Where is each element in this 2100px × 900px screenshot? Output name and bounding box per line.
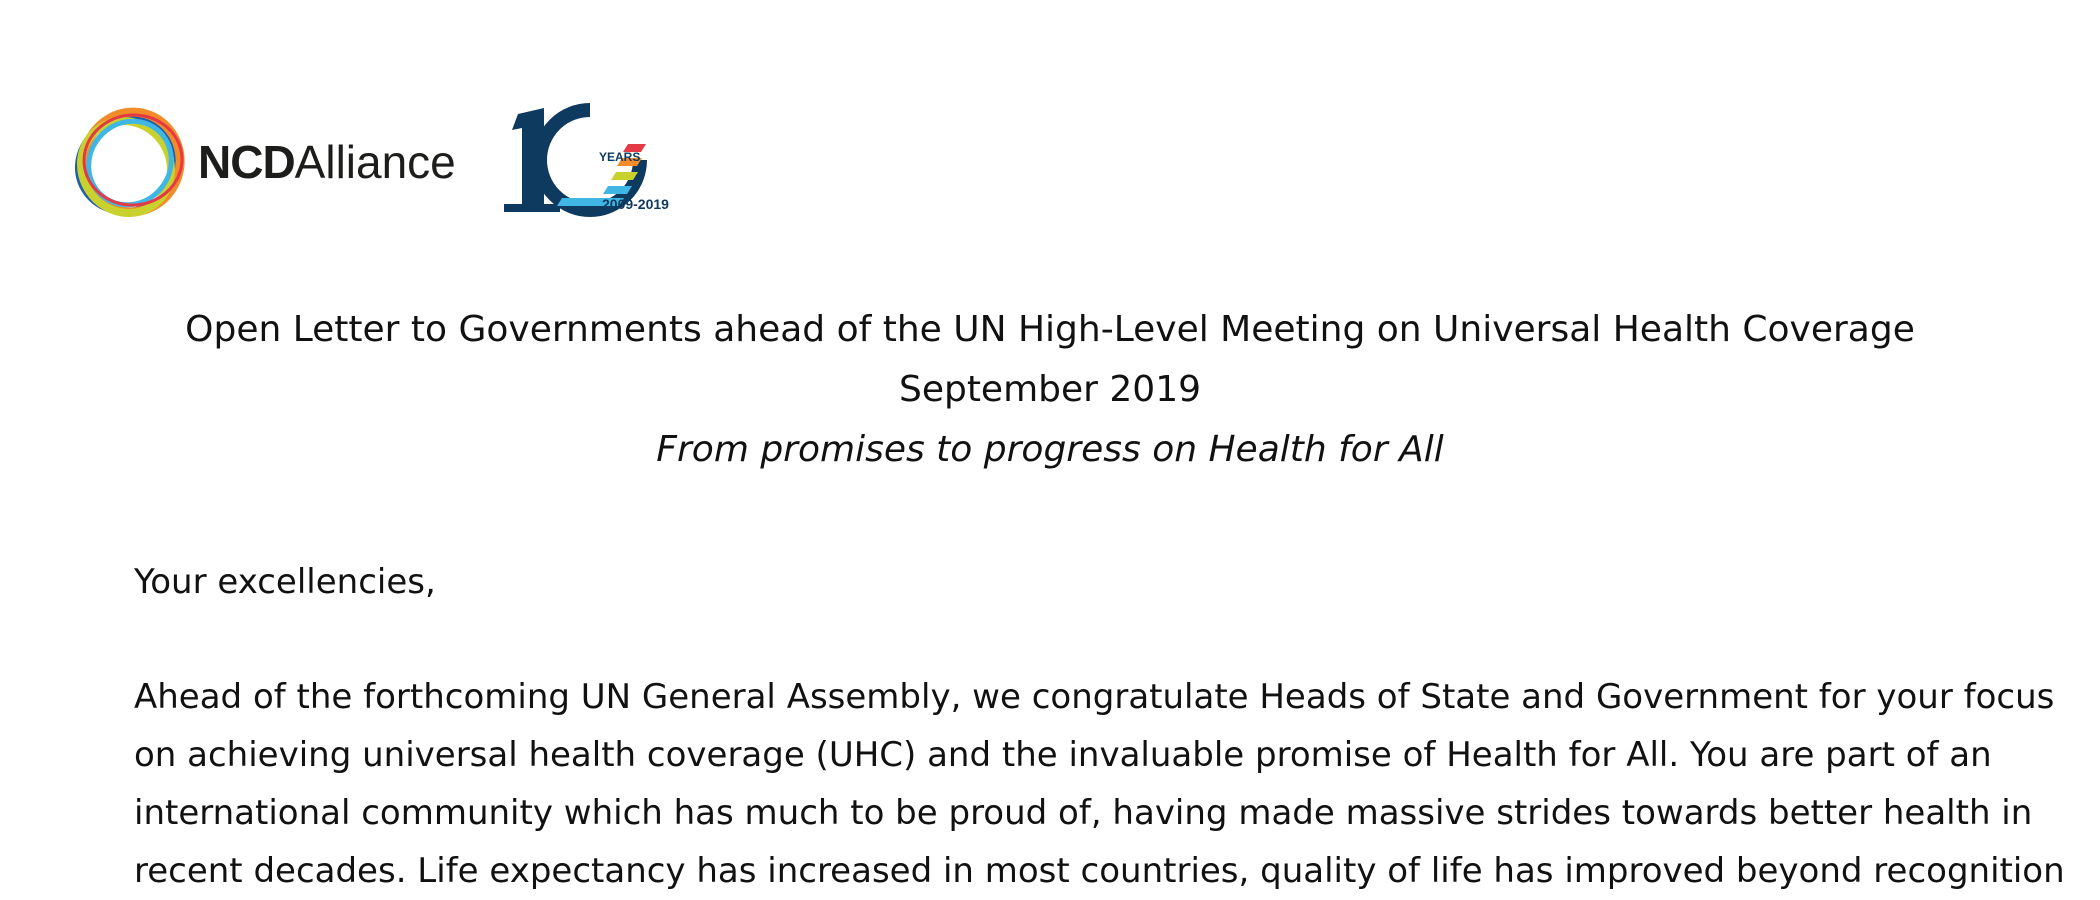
paragraph-line: recent decades. Life expectancy has increased in most countries, quality of life has improved beyond recognition [134,851,2065,891]
letter-subtitle: From promises to progress on Health for All [656,429,1444,470]
letter-date: September 2019 [898,369,1202,410]
letter-salutation: Your excellencies, [134,562,436,602]
ncd-alliance-logo [70,105,530,225]
ten-years-logo [500,100,700,230]
ten-years-mark-icon [500,100,700,230]
letter-title: Open Letter to Governments ahead of the UN High-Level Meeting on Universal Health Coverage [185,309,1915,350]
paragraph-line: international community which has much to be proud of, having made massive strides towards better health in [134,793,2033,833]
logo-area [70,100,690,230]
paragraph-line: on achieving universal health coverage (UHC) and the invaluable promise of Health for All. You are part of an [134,735,1992,775]
ncd-alliance-ring-icon [70,105,188,223]
ten-years-range: 2009-2019 [602,196,669,212]
letter-paragraph [134,668,2065,900]
ncd-wordmark-light: Alliance [294,136,456,188]
ten-years-label: YEARS [599,150,641,164]
paragraph-line: Ahead of the forthcoming UN General Assembly, we congratulate Heads of State and Government for your focus [134,677,2055,717]
letter-document [0,300,2100,891]
ncd-alliance-wordmark [198,135,456,189]
ncd-wordmark-bold: NCD [198,136,295,188]
